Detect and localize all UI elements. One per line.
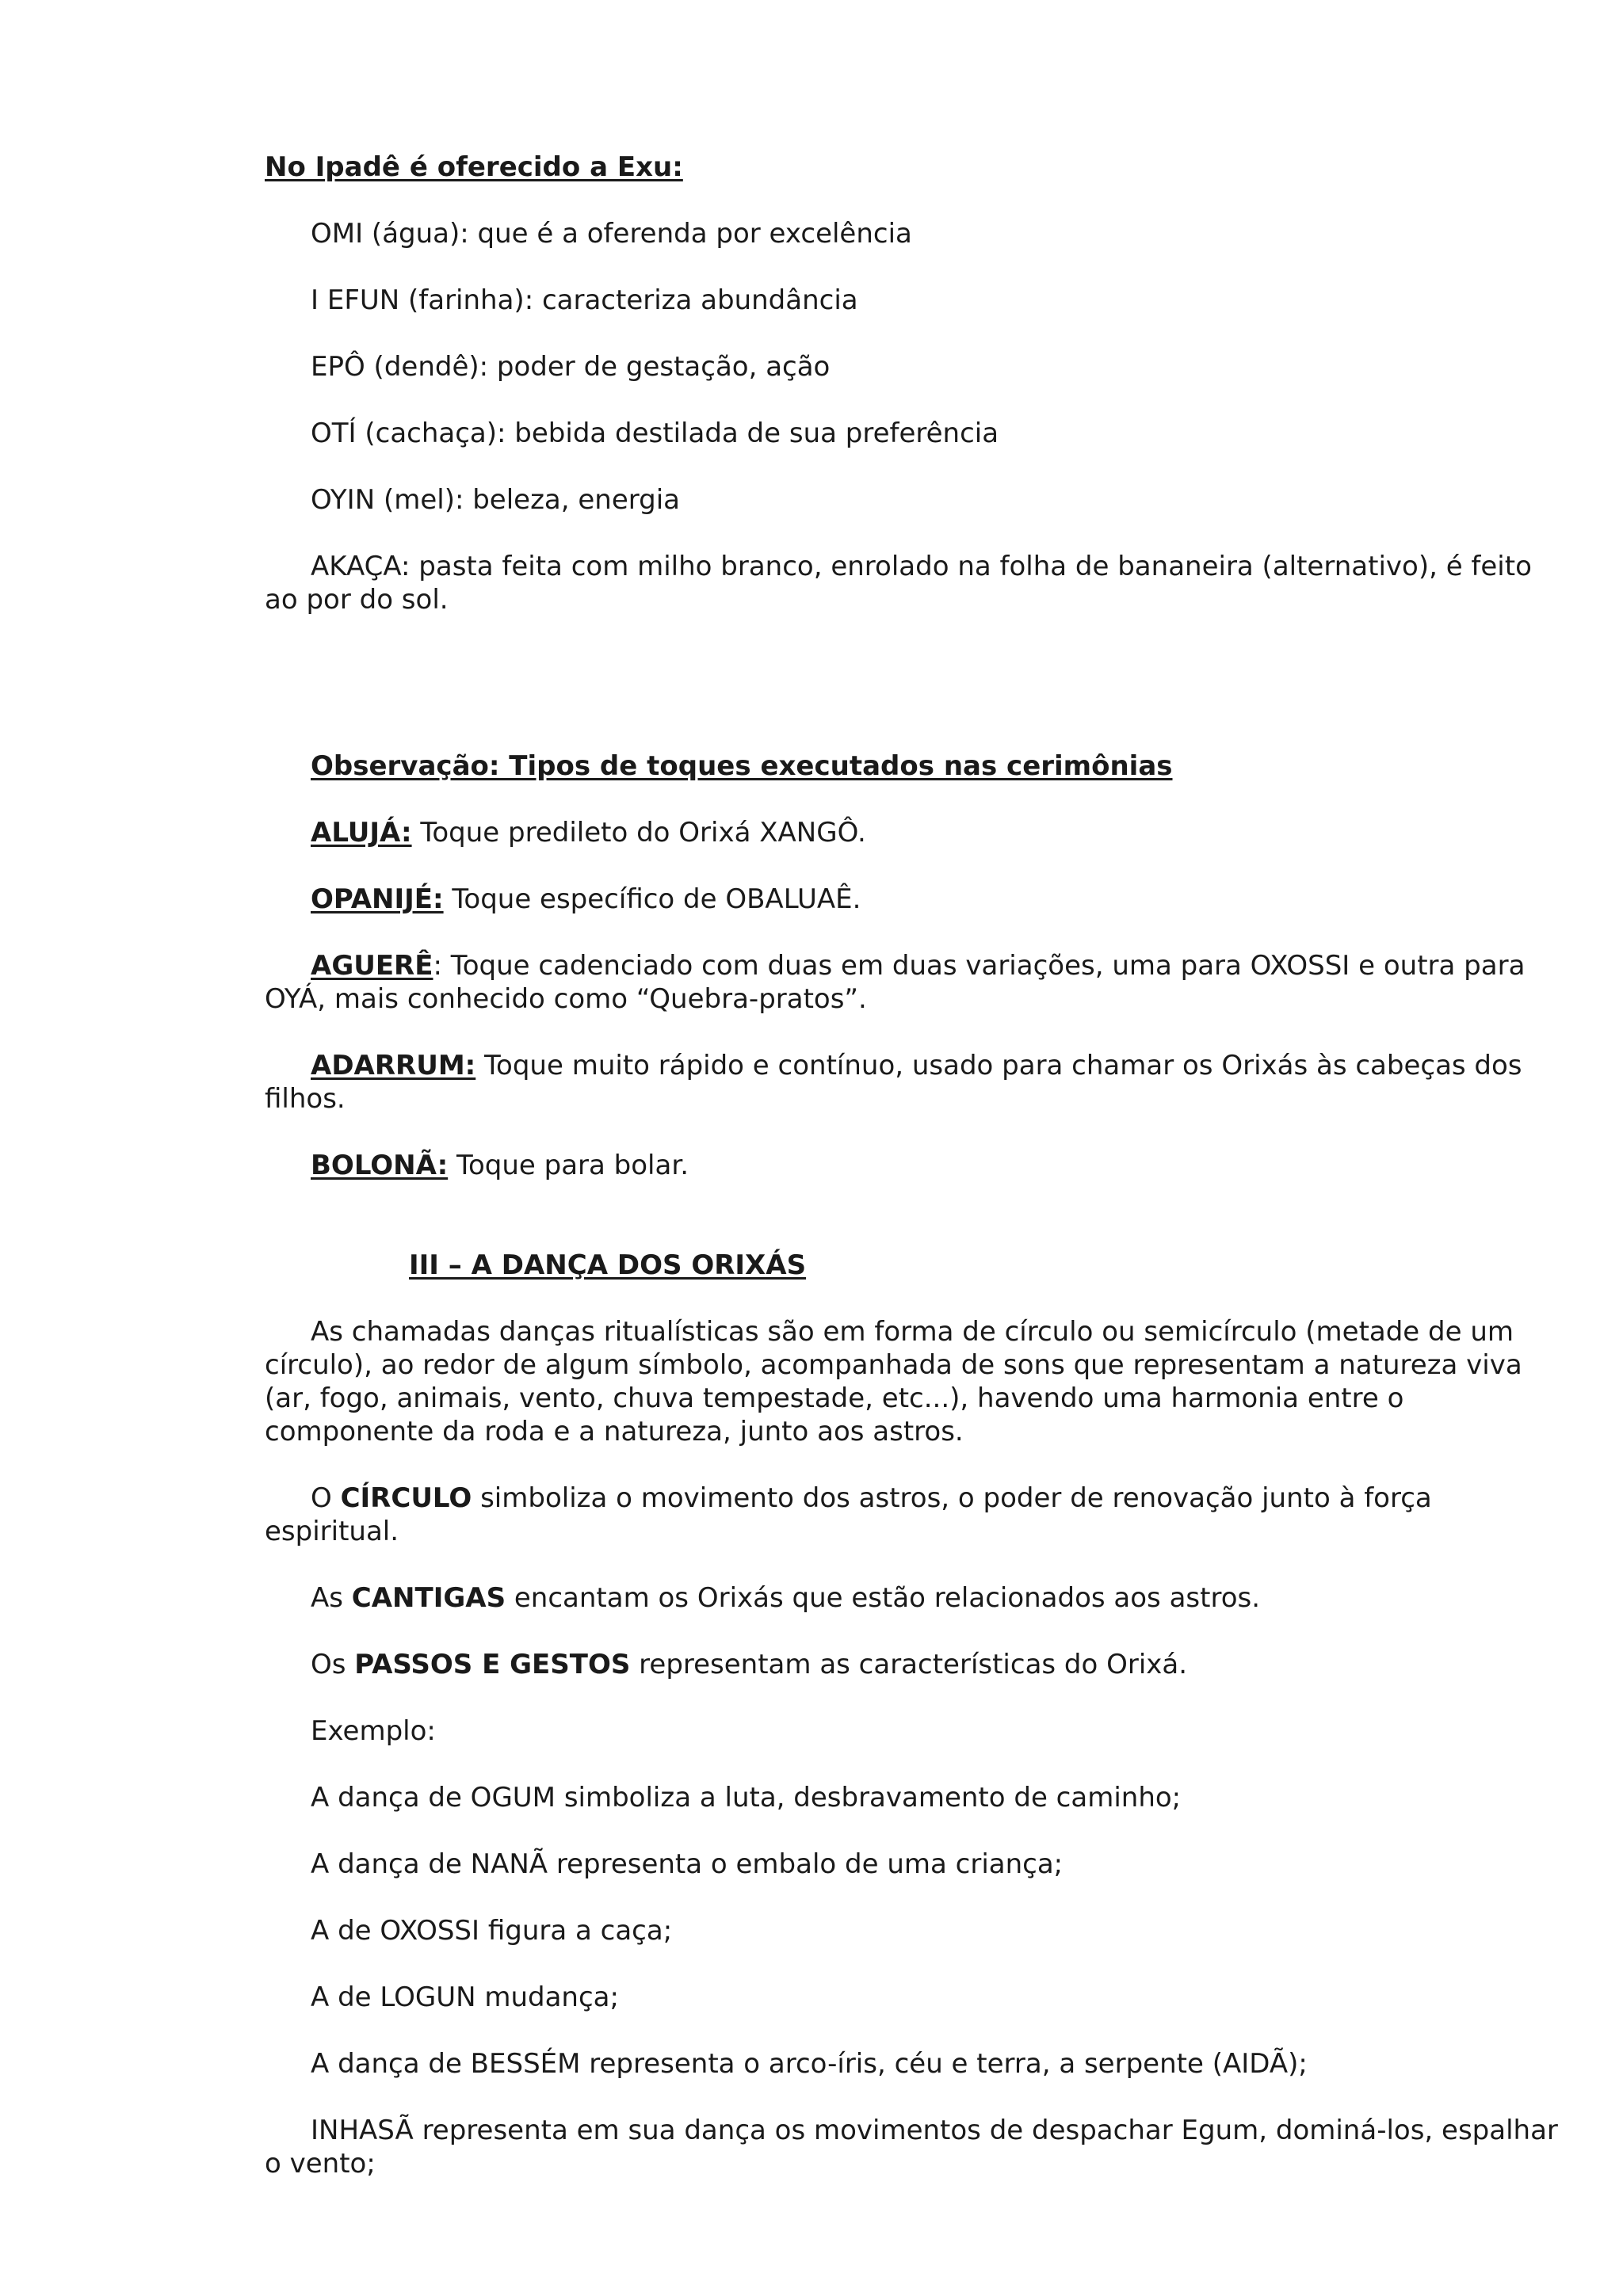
danca-intro-paragraph: As chamadas danças ritualísticas são em forma de círculo ou semicírculo (metade de um círculo), ao redor de algum símbolo, acompanhada de sons que representam a natureza viva (ar, fogo, animais, vento, chuva tempestade, etc...), havendo uma harmonia entre o componente da roda e a natureza, junto aos astros. [265,1316,1522,1447]
exemplo-label: Exemplo: [311,1715,436,1747]
circulo-post: simboliza o movimento dos astros, o poder de renovação junto à força espiritual. [265,1482,1432,1547]
toques-heading: Observação: Tipos de toques executados nas cerimônias [311,750,1173,782]
toque-aguere [265,949,1564,1016]
ipade-item-epo: EPÔ (dendê): poder de gestação, ação [311,351,831,383]
danca-circulo-paragraph [265,1482,1564,1548]
danca-section-heading: III – A DANÇA DOS ORIXÁS [409,1249,807,1281]
cantigas-pre: As [311,1582,352,1614]
ipade-item-oyin: OYIN (mel): beleza, energia [311,484,681,516]
toque-term: ALUJÁ: [311,817,412,849]
exemplo-nana: A dança de NANÃ representa o embalo de uma criança; [311,1848,1064,1880]
toque-adarrum [265,1049,1564,1116]
passos-post: representam as características do Orixá. [630,1649,1188,1680]
circulo-pre: O [311,1482,341,1514]
cantigas-keyword: CANTIGAS [351,1582,506,1614]
circulo-keyword: CÍRCULO [340,1482,472,1514]
ipade-akaca-paragraph: AKAÇA: pasta feita com milho branco, enrolado na folha de bananeira (alternativo), é feito ao por do sol. [265,551,1532,616]
toque-description: Toque específico de OBALUAÊ. [443,883,861,915]
ipade-item-efun: I EFUN (farinha): caracteriza abundância [311,284,858,316]
ipade-item-oti: OTÍ (cachaça): bebida destilada de sua preferência [311,418,999,449]
exemplo-logun: A de LOGUN mudança; [311,1981,619,2013]
passos-keyword: PASSOS E GESTOS [354,1649,631,1680]
exemplo-ogum: A dança de OGUM simboliza a luta, desbravamento de caminho; [311,1782,1182,1814]
danca-passos-paragraph [265,1648,1564,1681]
toque-term: BOLONÃ: [311,1150,449,1181]
exemplo-oxossi: A de OXOSSI figura a caça; [311,1915,673,1947]
exemplo-bessem: A dança de BESSÉM representa o arco-íris, céu e terra, a serpente (AIDÃ); [311,2048,1308,2080]
cantigas-post: encantam os Orixás que estão relacionados aos astros. [506,1582,1261,1614]
toque-description: Toque predileto do Orixá XANGÔ. [411,817,866,849]
toque-term: ADARRUM: [311,1050,476,1081]
ipade-item-omi: OMI (água): que é a oferenda por excelência [311,218,912,250]
ipade-heading: No Ipadê é oferecido a Exu: [265,151,683,183]
exemplo-inhasa: INHASÃ representa em sua dança os movimentos de despachar Egum, dominá-los, espalhar o vento; [265,2115,1558,2180]
toque-bolona [265,1149,1564,1182]
toque-description: : Toque cadenciado com duas em duas variações, uma para OXOSSI e outra para OYÁ, mais conhecido como “Quebra-pratos”. [265,950,1526,1015]
toque-description: Toque muito rápido e contínuo, usado para chamar os Orixás às cabeças dos filhos. [265,1050,1522,1115]
toque-term: AGUERÊ [311,950,433,982]
toque-description: Toque para bolar. [448,1150,689,1181]
toque-aluja [265,816,1564,849]
toque-term: OPANIJÉ: [311,883,444,915]
toque-opanije [265,883,1564,916]
passos-pre: Os [311,1649,355,1680]
danca-cantigas-paragraph [265,1581,1564,1615]
